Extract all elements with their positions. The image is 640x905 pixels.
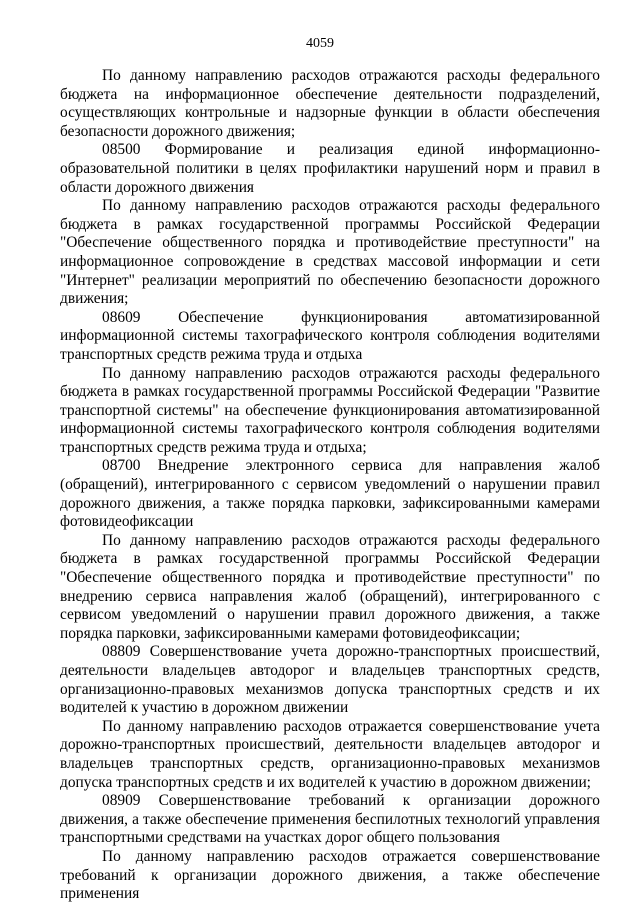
- paragraph-code-08809: 08809 Совершенствование учета дорожно-транспортных происшествий, деятельности владельцев автодорог и владельцев транспортных средств, организационно-правовых механизмов допуска транспортных средств и их водителей к участию в дорожном движении: [60, 643, 600, 717]
- paragraph-code-08609: 08609 Обеспечение функционирования автоматизированной информационной системы тахографического контроля соблюдения водителями транспортных средств режима труда и отдыха: [60, 308, 600, 363]
- paragraph-code-08909: 08909 Совершенствование требований к организации дорожного движения, а также обеспечение применения беспилотных технологий управления транспортными средствами на участках дорог общего пользования: [60, 792, 600, 847]
- document-body: [60, 67, 600, 904]
- page-number: 4059: [306, 36, 334, 51]
- paragraph-expenses-media-support: По данному направлению расходов отражаются расходы федерального бюджета в рамках государственной программы Российской Федерации "Обеспечение общественного порядка и противодействие преступности" на информационное сопровождение в средствах массовой информации и сети "Интернет" реализации мероприятий по обеспечению безопасности дорожного движения;: [60, 197, 600, 308]
- paragraph-expenses-complaints-service: По данному направлению расходов отражаются расходы федерального бюджета в рамках государственной программы Российской Федерации "Обеспечение общественного порядка и противодействие преступности" по внедрению сервиса направления жалоб (обращений), интегрированного с сервисом уведомлений о нарушении правил дорожного движения, а также порядка парковки, зафиксированными камерами фотовидеофиксации;: [60, 531, 600, 642]
- paragraph-code-08700: 08700 Внедрение электронного сервиса для направления жалоб (обращений), интегрированного с сервисом уведомлений о нарушении правил дорожного движения, а также порядка парковки, зафиксированными камерами фотовидеофиксации: [60, 457, 600, 531]
- paragraph-expenses-info-support: По данному направлению расходов отражаются расходы федерального бюджета на информационное обеспечение деятельности подразделений, осуществляющих контрольные и надзорные функции в области обеспечения безопасности дорожного движения;: [60, 67, 600, 140]
- paragraph-expenses-tachograph-system: По данному направлению расходов отражаются расходы федерального бюджета в рамках государственной программы Российской Федерации "Развитие транспортной системы" на обеспечение функционирования автоматизированной информационной системы тахографического контроля соблюдения водителями транспортных средств режима труда и отдыха;: [60, 364, 600, 456]
- paragraph-expenses-accident-accounting: По данному направлению расходов отражается совершенствование учета дорожно-транспортных происшествий, деятельности владельцев автодорог и владельцев транспортных средств, организационно-правовых механизмов допуска транспортных средств и их водителей к участию в дорожном движении;: [60, 717, 600, 791]
- paragraph-code-08500: 08500 Формирование и реализация единой информационно-образовательной политики в целях профилактики нарушений норм и правил в области дорожного движения: [60, 141, 600, 196]
- paragraph-expenses-traffic-requirements: По данному направлению расходов отражается совершенствование требований к организации дорожного движения, а также обеспечение применения: [60, 847, 600, 903]
